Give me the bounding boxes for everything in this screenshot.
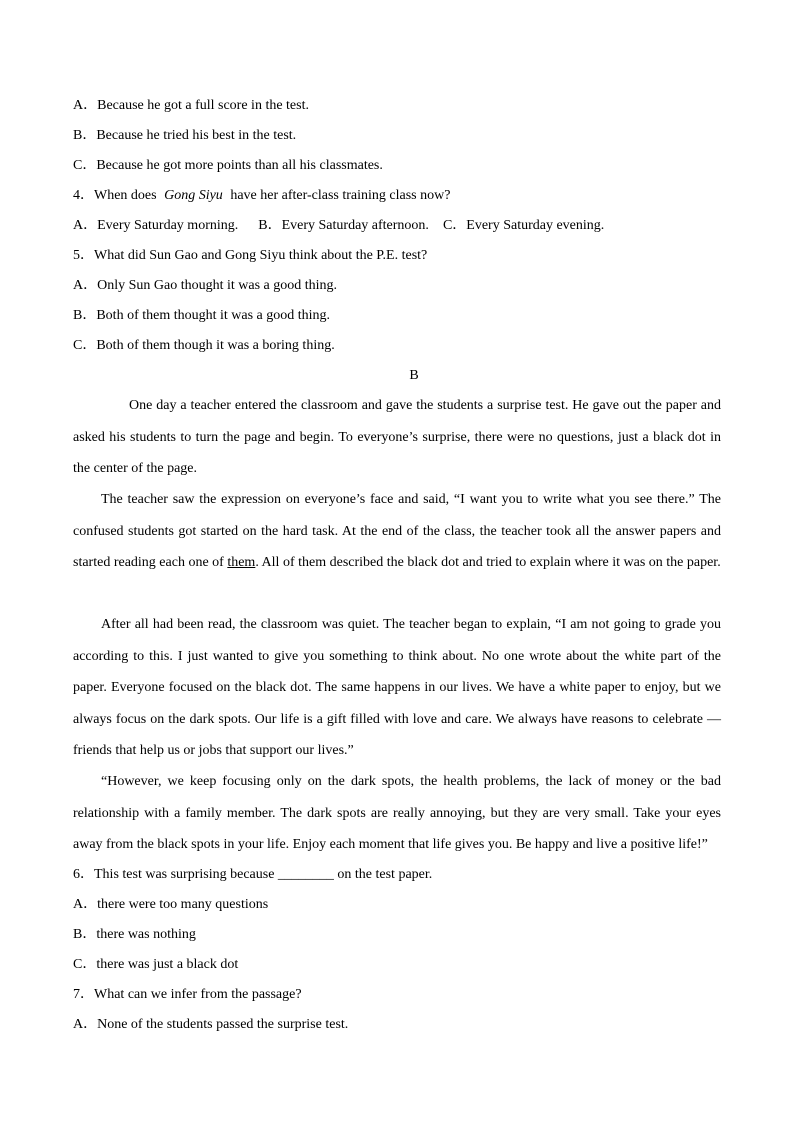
passage-paragraph-3-text: After all had been read, the classroom was quiet. The teacher began to explain, “I am not going to grade you according to this. I just wanted to give you something to think about. No one wrote about the white part of the paper. Everyone focused on the black dot. The same happens in our lives. We have a white paper to enjoy, but we always focus on the dark spots. Our life is a gift filled with love and care. We always have reasons to celebrate — friends that help us or jobs that support our lives.” [73, 617, 721, 758]
q5-option-c [73, 337, 335, 355]
q4-stem-before: 4．When does [73, 188, 161, 203]
q6-option-a-text: A．there were too many questions [73, 897, 269, 912]
q3-option-a [73, 97, 309, 115]
section-b-heading: B [409, 368, 419, 383]
q3-option-b-text: B．Because he tried his best in the test. [73, 128, 297, 143]
passage-paragraph-2-text-after: . All of them described the black dot and tried to explain where it was on the paper. [255, 555, 721, 570]
q4-option-a-text: A．Every Saturday morning. [73, 218, 239, 233]
passage-paragraph-2-text-before: The teacher saw the expression on everyone’s face and said, “I want you to write what you see there.” The confused students got started on the hard task. At the end of the class, the teacher took all the answer papers and started reading each one of [73, 492, 721, 570]
q5-option-b-text: B．Both of them thought it was a good thing. [73, 308, 331, 323]
q6-option-b-text: B．there was nothing [73, 927, 196, 942]
q5-option-a-text: A．Only Sun Gao thought it was a good thing. [73, 278, 338, 293]
q4-option-c-text: C．Every Saturday evening. [442, 218, 605, 233]
q5-stem-text: 5．What did Sun Gao and Gong Siyu think about the P.E. test? [73, 248, 428, 263]
q4-options [73, 217, 604, 235]
q5-option-a [73, 277, 337, 295]
q6-stem-text: 6．This test was surprising because ________ on the test paper. [73, 867, 433, 882]
q6-option-c [73, 956, 238, 974]
q3-option-c [73, 157, 383, 175]
passage-paragraph-4-text: “However, we keep focusing only on the dark spots, the health problems, the lack of money or the bad relationship with a family member. The dark spots are really annoying, but they are very small. Take your eyes away from the black spots in your life. Enjoy each moment that life gives you. Be happy and live a positive life!” [73, 774, 721, 852]
q4-stem [73, 187, 450, 205]
q5-option-b [73, 307, 330, 325]
q4-stem-name: Gong Siyu [164, 188, 223, 203]
q7-stem-text: 7．What can we infer from the passage? [73, 987, 302, 1002]
q4-stem-after: have her after-class training class now? [226, 188, 451, 203]
q6-option-c-text: C．there was just a black dot [73, 957, 239, 972]
q7-stem [73, 986, 302, 1004]
q5-option-c-text: C．Both of them though it was a boring thing. [73, 338, 335, 353]
q3-option-a-text: A．Because he got a full score in the test. [73, 98, 309, 113]
q7-option-a [73, 1016, 348, 1034]
passage-paragraph-3 [73, 609, 721, 767]
passage-paragraph-2 [73, 484, 721, 579]
passage-paragraph-4 [73, 766, 721, 861]
q3-option-b [73, 127, 296, 145]
q6-option-a [73, 896, 268, 914]
q4-option-b-text: B．Every Saturday afternoon. [258, 218, 429, 233]
passage-underlined-word: them [227, 555, 256, 570]
q5-stem [73, 247, 427, 265]
q7-option-a-text: A．None of the students passed the surprise test. [73, 1017, 349, 1032]
q3-option-c-text: C．Because he got more points than all his classmates. [73, 158, 383, 173]
passage-paragraph-1 [73, 390, 721, 485]
q6-stem [73, 866, 432, 884]
q6-option-b [73, 926, 196, 944]
passage-paragraph-1-text: One day a teacher entered the classroom and gave the students a surprise test. He gave out the paper and asked his students to turn the page and begin. To everyone’s surprise, there were no questions, just a black dot in the center of the page. [73, 398, 721, 476]
